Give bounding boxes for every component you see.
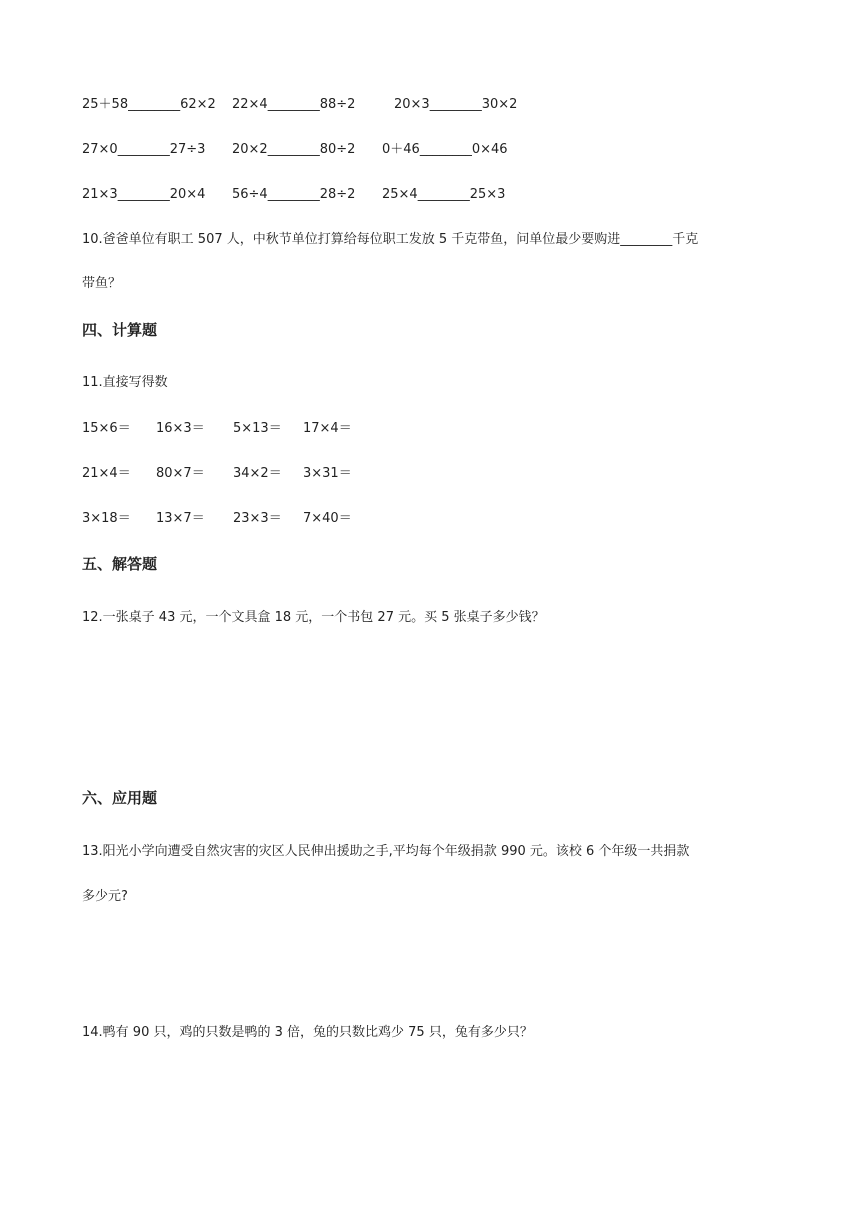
question-10-line1: 10.爸爸单位有职工 507 人，中秋节单位打算给每位职工发放 5 千克带鱼，问单位最少要购进________千克 [82, 232, 699, 247]
section-6-title: 六、应用题 [82, 789, 158, 807]
compare-row-3 [82, 186, 505, 204]
calc-item: 13×7＝ [156, 511, 205, 526]
compare-item: 25×4________25×3 [382, 187, 506, 202]
section-5-title: 五、解答题 [82, 555, 158, 573]
question-11-title: 11.直接写得数 [82, 375, 168, 390]
section-4-title: 四、计算题 [82, 321, 158, 339]
question-13-line2: 多少元? [82, 889, 128, 904]
compare-row-1 [82, 96, 517, 114]
compare-item: 20×2________80÷2 [232, 142, 356, 157]
calc-item: 15×6＝ [82, 421, 131, 436]
calc-item: 23×3＝ [233, 511, 282, 526]
compare-item: 25＋58________62×2 [82, 97, 216, 112]
calc-row-1 [82, 420, 352, 438]
calc-row-2 [82, 465, 352, 483]
compare-item: 27×0________27÷3 [82, 142, 206, 157]
question-14: 14.鸭有 90 只，鸡的只数是鸭的 3 倍，兔的只数比鸡少 75 只，兔有多少只？ [82, 1025, 533, 1040]
calc-item: 80×7＝ [156, 466, 205, 481]
question-13-line1: 13.阳光小学向遭受自然灾害的灾区人民伸出援助之手,平均每个年级捐款 990 元。该校 6 个年级一共捐款 [82, 844, 690, 859]
calc-item: 16×3＝ [156, 421, 205, 436]
calc-item: 7×40＝ [303, 511, 352, 526]
calc-item: 34×2＝ [233, 466, 282, 481]
compare-item: 21×3________20×4 [82, 187, 206, 202]
question-12: 12.一张桌子 43 元，一个文具盒 18 元，一个书包 27 元。买 5 张桌子多少钱？ [82, 610, 545, 625]
compare-item: 0＋46________0×46 [382, 142, 508, 157]
compare-item: 56÷4________28÷2 [232, 187, 356, 202]
calc-row-3 [82, 510, 352, 528]
question-10-line2: 带鱼？ [82, 276, 122, 291]
calc-item: 5×13＝ [233, 421, 282, 436]
compare-item: 20×3________30×2 [394, 97, 518, 112]
calc-item: 3×18＝ [82, 511, 131, 526]
calc-item: 3×31＝ [303, 466, 352, 481]
calc-item: 21×4＝ [82, 466, 131, 481]
compare-row-2 [82, 141, 508, 159]
calc-item: 17×4＝ [303, 421, 352, 436]
compare-item: 22×4________88÷2 [232, 97, 356, 112]
